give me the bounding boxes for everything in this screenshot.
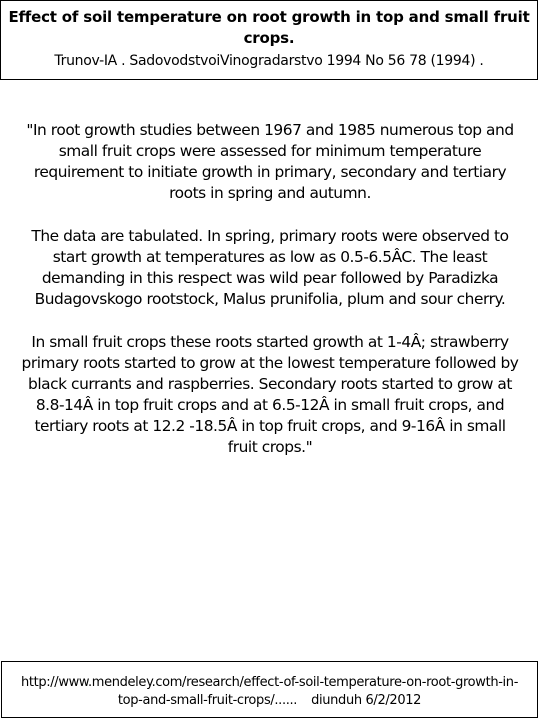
accessed-date: diunduh 6/2/2012: [311, 693, 422, 708]
abstract-body: [20, 120, 520, 480]
paragraph-2: The data are tabulated. In spring, primary roots were observed to start growth at temperatures as low as 0.5-6.5ÂC. The least demanding in this respect was wild pear followed by Paradizka Budagovskogo rootstock, Malus prunifolia, plum and sour cherry.: [31, 227, 509, 308]
source-url-link[interactable]: http://www.mendeley.com/research/effect-of-soil-temperature-on-root-growth-in-top-and-small-fruit-crops/......: [20, 675, 519, 708]
header-box: [0, 0, 538, 80]
document-title: Effect of soil temperature on root growth in top and small fruit crops.: [8, 8, 530, 47]
paragraph-1: "In root growth studies between 1967 and 1985 numerous top and small fruit crops were assessed for minimum temperature requirement to initiate growth in primary, secondary and tertiary roots in spring and autumn.: [26, 121, 514, 202]
footer-box: [1, 661, 538, 718]
paragraph-3: In small fruit crops these roots started growth at 1-4Â; strawberry primary roots started to grow at the lowest temperature followed by black currants and raspberries. Secondary roots started to grow at 8.8-14Â in top fruit crops and at 6.5-12Â in small fruit crops, and tertiary roots at 12.2 -18.5Â in top fruit crops, and 9-16Â in small fruit crops.": [21, 333, 519, 456]
citation: Trunov-IA . SadovodstvoiVinogradarstvo 1994 No 56 78 (1994) .: [54, 53, 484, 69]
